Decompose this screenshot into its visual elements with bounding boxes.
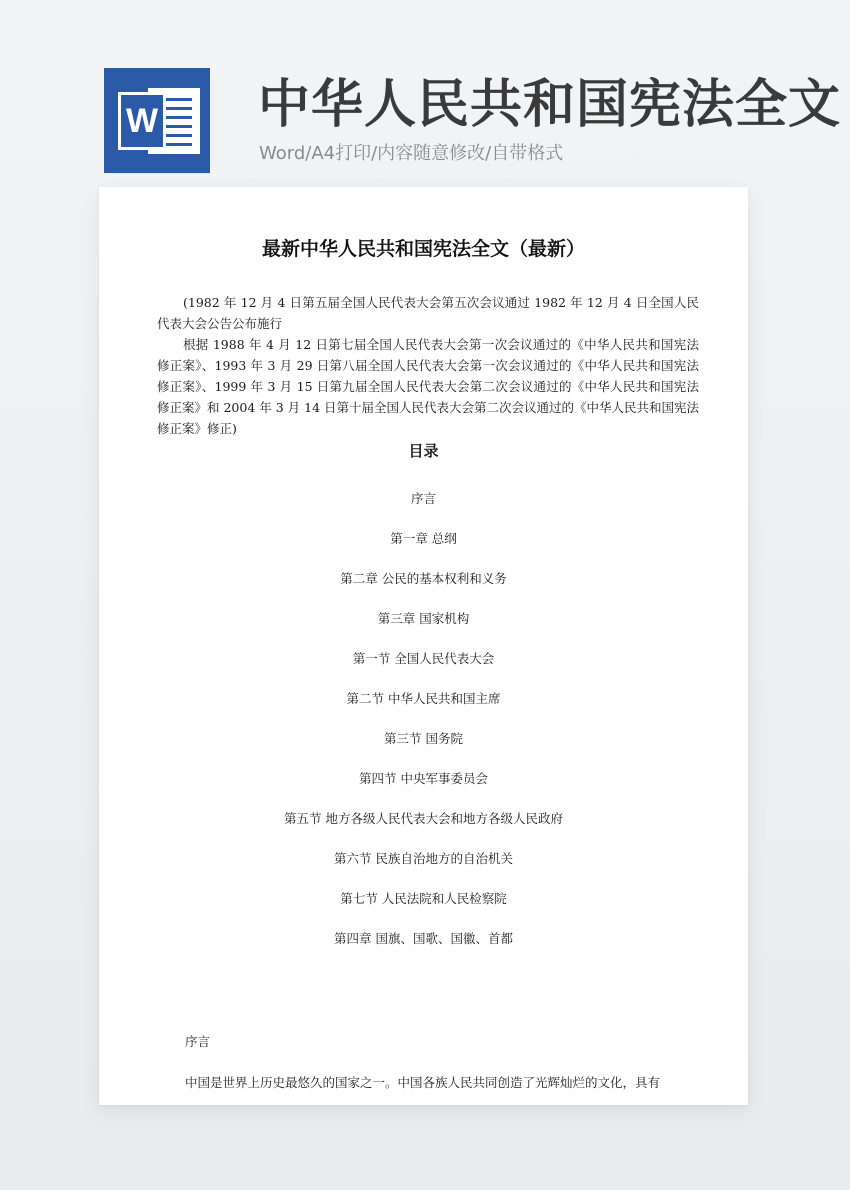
toc-item: 第四章 国旗、国歌、国徽、首都 <box>334 931 513 946</box>
toc-item: 第三章 国家机构 <box>377 611 470 626</box>
body-paragraph: 中国是世界上历史最悠久的国家之一。中国各族人民共同创造了光辉灿烂的文化，具有 <box>185 1075 661 1090</box>
word-app-icon <box>104 68 210 173</box>
toc-item: 第三节 国务院 <box>384 731 463 746</box>
toc-item: 第四节 中央军事委员会 <box>359 771 488 786</box>
document-title: 最新中华人民共和国宪法全文（最新） <box>261 238 585 260</box>
page-subtitle: Word/A4打印/内容随意修改/自带格式 <box>259 143 564 164</box>
document-intro <box>157 292 699 439</box>
toc-heading: 目录 <box>408 442 439 460</box>
toc-item: 第二章 公民的基本权利和义务 <box>340 571 507 586</box>
intro-paragraph: 根据 1988 年 4 月 12 日第七届全国人民代表大会第一次会议通过的《中华人民共和国宪法修正案》、1993 年 3 月 29 日第八届全国人民代表大会第一次会议通过的《中华人民共和国宪法修正案》、1999 年 3 月 15 日第九届全国人民代表大会第二次会议通过的《中华人民共和国宪法修正案》和 2004 年 3 月 14 日第十届全国人民代表大会第二次会议通过的《中华人民共和国宪法修正案》修正) <box>157 337 700 436</box>
table-of-contents <box>99 489 748 969</box>
toc-item: 第一章 总纲 <box>390 531 457 546</box>
intro-paragraph: (1982 年 12 月 4 日第五届全国人民代表大会第五次会议通过 1982 年 12 月 4 日全国人民代表大会公告公布施行 <box>157 295 699 331</box>
word-w-badge: W <box>118 92 166 150</box>
toc-item: 序言 <box>410 491 436 506</box>
toc-item: 第二节 中华人民共和国主席 <box>346 691 501 706</box>
toc-item: 第一节 全国人民代表大会 <box>352 651 495 666</box>
section-heading-preamble: 序言 <box>185 1034 211 1049</box>
document-page <box>99 187 748 1105</box>
toc-item: 第七节 人民法院和人民检察院 <box>340 891 507 906</box>
toc-item: 第六节 民族自治地方的自治机关 <box>334 851 513 866</box>
page-title: 中华人民共和国宪法全文 <box>258 75 842 135</box>
toc-item: 第五节 地方各级人民代表大会和地方各级人民政府 <box>284 811 563 826</box>
